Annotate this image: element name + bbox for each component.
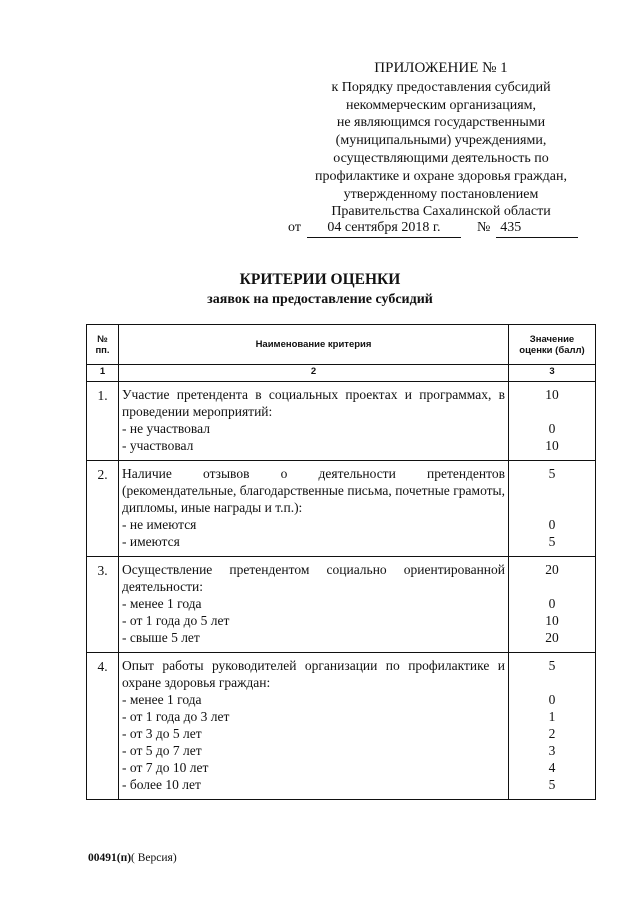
criterion-option: - от 3 до 5 лет — [122, 726, 202, 741]
header-score: Значение оценки (балл) — [509, 325, 596, 365]
date-prefix: от — [288, 220, 301, 235]
criterion-title: Участие претендента в социальных проектах и программах, в проведении мероприятий: — [122, 387, 505, 419]
criterion-title: Наличие отзывов о деятельности претендентов (рекомендательные, благодарственные письма, почетные грамоты, дипломы, иные награды и т.п.): — [122, 466, 505, 515]
document-code: 00491(п) — [88, 852, 132, 864]
appendix-line: Правительства Сахалинской области — [331, 204, 551, 220]
option-score: 5 — [548, 777, 556, 792]
appendix-line: осуществляющими деятельность по — [333, 150, 549, 166]
index-cell: 3 — [509, 365, 596, 382]
max-score: 20 — [545, 562, 559, 577]
criterion-option: - менее 1 года — [122, 692, 202, 707]
criterion-option: - не имеются — [122, 517, 197, 532]
max-score: 5 — [548, 466, 556, 481]
appendix-line: (муниципальными) учреждениями, — [335, 133, 547, 149]
decree-number: 435 — [496, 219, 578, 238]
criterion-option: - от 1 года до 5 лет — [122, 613, 230, 628]
option-score: 3 — [548, 743, 556, 758]
criterion-option: - менее 1 года — [122, 596, 202, 611]
max-score: 5 — [548, 658, 556, 673]
option-score: 20 — [545, 630, 559, 645]
index-cell: 1 — [87, 365, 119, 382]
criterion-option: - свыше 5 лет — [122, 630, 200, 645]
document-version: ( Версия) — [131, 852, 177, 864]
score-cell — [509, 653, 596, 800]
score-cell — [509, 461, 596, 557]
appendix-line: утвержденному постановлением — [343, 186, 539, 202]
appendix-line: профилактике и охране здоровья граждан, — [314, 168, 567, 184]
option-score: 0 — [548, 692, 556, 707]
option-score: 2 — [548, 726, 556, 741]
criterion-title: Опыт работы руководителей организации по профилактике и охране здоровья граждан: — [122, 658, 505, 690]
decree-date-line — [288, 219, 588, 238]
table-row — [87, 461, 596, 557]
criterion-option: - от 5 до 7 лет — [122, 743, 202, 758]
document-title: КРИТЕРИИ ОЦЕНКИ — [239, 271, 401, 288]
criterion-option: - от 7 до 10 лет — [122, 760, 209, 775]
appendix-block — [296, 60, 586, 221]
table-row — [87, 382, 596, 461]
criterion-option: - от 1 года до 3 лет — [122, 709, 230, 724]
option-score: 0 — [548, 421, 556, 436]
option-score: 1 — [548, 709, 556, 724]
appendix-title: ПРИЛОЖЕНИЕ № 1 — [374, 60, 508, 76]
criterion-option: - не участвовал — [122, 421, 210, 436]
row-number: 1. — [87, 382, 119, 461]
criterion-option: - участвовал — [122, 438, 194, 453]
decree-date: 04 сентября 2018 г. — [307, 219, 461, 238]
table-row — [87, 653, 596, 800]
score-cell — [509, 382, 596, 461]
number-label: № — [476, 220, 491, 235]
score-cell — [509, 557, 596, 653]
option-score: 10 — [545, 438, 559, 453]
option-score: 5 — [548, 534, 556, 549]
option-score: 0 — [548, 517, 556, 532]
option-score: 0 — [548, 596, 556, 611]
criterion-option: - имеются — [122, 534, 180, 549]
appendix-line: к Порядку предоставления субсидий — [331, 79, 551, 95]
table-row — [87, 557, 596, 653]
max-score: 10 — [545, 387, 559, 402]
criterion-cell — [119, 557, 509, 653]
row-number: 4. — [87, 653, 119, 800]
document-subtitle: заявок на предоставление субсидий — [207, 292, 433, 307]
appendix-line: не являющимся государственными — [336, 115, 546, 131]
header-criterion: Наименование критерия — [119, 325, 509, 365]
row-number: 2. — [87, 461, 119, 557]
option-score: 4 — [548, 760, 556, 775]
header-number: № пп. — [87, 325, 119, 365]
criteria-table — [86, 324, 596, 800]
footer — [88, 852, 177, 864]
option-score: 10 — [545, 613, 559, 628]
criterion-cell — [119, 382, 509, 461]
row-number: 3. — [87, 557, 119, 653]
criterion-option: - более 10 лет — [122, 777, 201, 792]
index-cell: 2 — [119, 365, 509, 382]
criterion-title: Осуществление претендентом социально ориентированной деятельности: — [122, 562, 505, 594]
appendix-line: некоммерческим организациям, — [345, 97, 537, 113]
criterion-cell — [119, 461, 509, 557]
criterion-cell — [119, 653, 509, 800]
